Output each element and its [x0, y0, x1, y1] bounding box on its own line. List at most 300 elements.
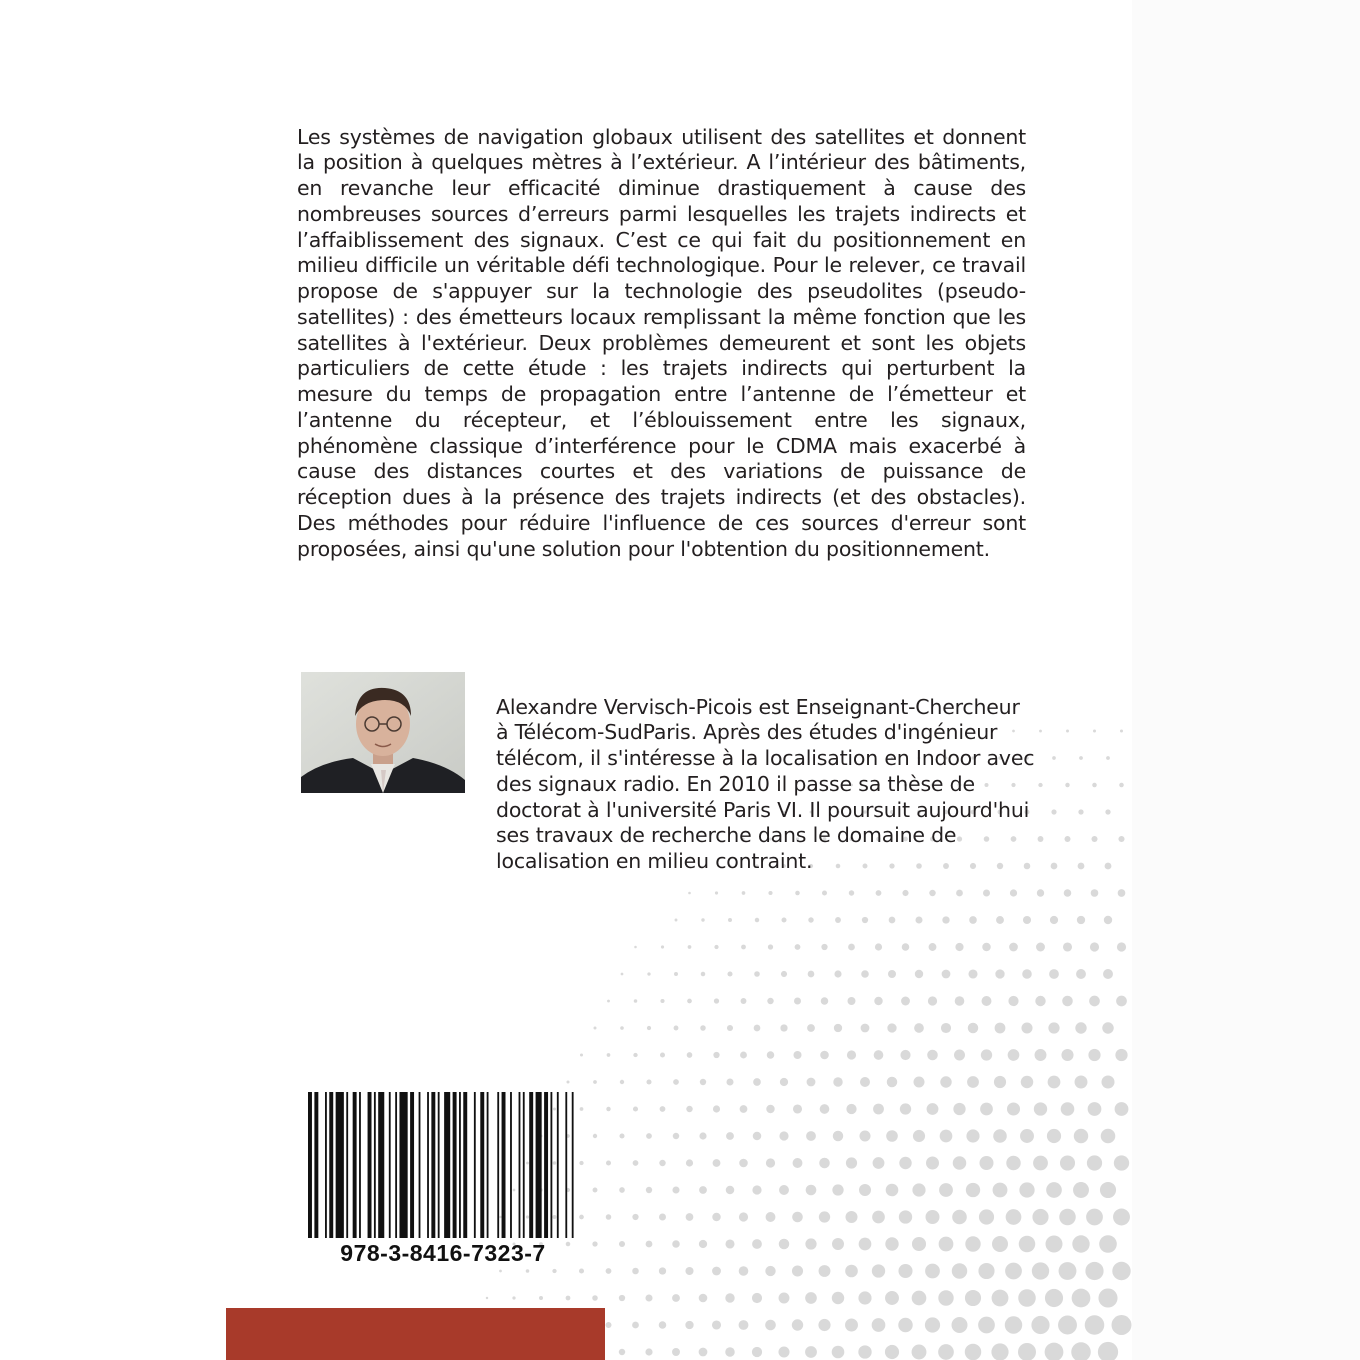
halftone-dot: [781, 971, 787, 977]
halftone-dot: [768, 944, 773, 949]
halftone-dot: [819, 1211, 830, 1222]
halftone-dot: [1115, 1049, 1127, 1061]
halftone-dot: [593, 1188, 598, 1193]
halftone-dot: [1065, 783, 1069, 787]
halftone-dot: [913, 1130, 925, 1142]
halftone-dot: [927, 1050, 938, 1061]
author-bio: Alexandre Vervisch-Picois est Enseignant-Chercheur à Télécom-SudParis. Après des études d'ingénieur télécom, il s'intéresse à la localisation en Indoor avec des signaux radio. En 2010 il passe sa thèse de doctorat à l'université Paris VI. Il poursuit aujourd'hui ses travaux de recherche dans le domaine de localisation en milieu contraint.: [496, 694, 1035, 873]
halftone-dot: [607, 1000, 610, 1003]
halftone-dot: [1074, 1129, 1088, 1143]
halftone-dot: [619, 1241, 625, 1247]
halftone-dot: [646, 1241, 653, 1248]
halftone-dot: [714, 998, 719, 1003]
halftone-dot: [834, 1024, 842, 1032]
halftone-dot: [645, 1348, 652, 1355]
halftone-dot: [701, 918, 704, 921]
halftone-dot: [699, 1348, 708, 1357]
halftone-dot: [593, 1134, 597, 1138]
halftone-dot: [1099, 1235, 1117, 1253]
halftone-dot: [819, 1158, 830, 1169]
halftone-dot: [1051, 809, 1056, 814]
halftone-dot: [807, 1078, 816, 1087]
halftone-dot: [1059, 1209, 1076, 1226]
halftone-dot: [1006, 1209, 1022, 1225]
halftone-dot: [1019, 1236, 1036, 1253]
halftone-dot: [593, 1080, 597, 1084]
halftone-dot: [939, 1183, 953, 1197]
halftone-dot: [1061, 1102, 1075, 1116]
halftone-dot: [579, 1215, 584, 1220]
halftone-dot: [767, 998, 773, 1004]
halftone-dot: [1105, 809, 1110, 814]
halftone-dot: [699, 1294, 708, 1303]
halftone-dot: [779, 1293, 790, 1304]
halftone-dot: [929, 890, 936, 897]
halftone-dot: [862, 917, 868, 923]
halftone-dot: [715, 891, 718, 894]
halftone-dot: [889, 917, 896, 924]
barcode-bar: [374, 1092, 376, 1238]
halftone-dot: [512, 1296, 515, 1299]
halftone-dot: [1119, 783, 1124, 788]
halftone-dot: [660, 1053, 665, 1058]
halftone-dot: [1085, 1262, 1103, 1280]
barcode-bar: [557, 1092, 559, 1238]
halftone-dot: [952, 1317, 968, 1333]
halftone-dot: [699, 1132, 706, 1139]
halftone-dot: [995, 969, 1004, 978]
halftone-dot: [899, 1157, 911, 1169]
halftone-dot: [806, 1185, 817, 1196]
halftone-dot: [1116, 996, 1127, 1007]
halftone-dot: [1018, 1343, 1036, 1360]
halftone-dot: [886, 1130, 898, 1142]
barcode-bar: [438, 1092, 440, 1238]
halftone-dot: [1018, 1289, 1036, 1307]
halftone-dot: [940, 1076, 951, 1087]
halftone-dot: [1073, 1182, 1089, 1198]
halftone-dot: [873, 1104, 884, 1115]
halftone-dot: [686, 1106, 692, 1112]
halftone-dot: [1045, 1343, 1064, 1360]
halftone-dot: [727, 971, 732, 976]
halftone-dot: [647, 1026, 651, 1030]
halftone-dot: [967, 1076, 979, 1088]
halftone-dot: [726, 1186, 735, 1195]
halftone-dot: [1086, 1209, 1103, 1226]
halftone-dot: [632, 1214, 638, 1220]
halftone-dot: [925, 1264, 940, 1279]
halftone-dot: [915, 970, 923, 978]
halftone-dot: [832, 1238, 844, 1250]
halftone-dot: [902, 943, 910, 951]
halftone-dot: [632, 1268, 639, 1275]
halftone-dot: [900, 1050, 910, 1060]
halftone-dot: [765, 1266, 775, 1276]
halftone-dot: [994, 1076, 1006, 1088]
halftone-dot: [861, 1024, 870, 1033]
halftone-dot: [1093, 730, 1096, 733]
halftone-dot: [795, 944, 801, 950]
halftone-dot: [778, 1346, 789, 1357]
halftone-dot: [832, 1346, 845, 1359]
halftone-dot: [1089, 996, 1100, 1007]
halftone-dot: [955, 943, 963, 951]
halftone-dot: [634, 999, 638, 1003]
halftone-dot: [983, 889, 990, 896]
halftone-dot: [885, 1345, 899, 1359]
halftone-dot: [672, 1240, 680, 1248]
halftone-dot: [982, 996, 992, 1006]
halftone-dot: [1005, 1316, 1022, 1333]
halftone-dot: [848, 944, 855, 951]
halftone-dot: [821, 944, 827, 950]
halftone-dot: [606, 1160, 611, 1165]
halftone-dot: [713, 1052, 719, 1058]
barcode-bar: [399, 1092, 407, 1238]
halftone-dot: [860, 1077, 870, 1087]
halftone-dot: [725, 1293, 734, 1302]
halftone-dot: [606, 1268, 612, 1274]
halftone-dot: [1112, 1315, 1132, 1335]
halftone-dot: [793, 1104, 802, 1113]
halftone-dot: [646, 1133, 652, 1139]
halftone-dot: [861, 970, 869, 978]
halftone-dot: [1036, 943, 1045, 952]
barcode-bar: [431, 1092, 435, 1238]
halftone-dot: [938, 1290, 953, 1305]
halftone-dot: [953, 1156, 967, 1170]
halftone-dot: [633, 1160, 639, 1166]
halftone-dot: [846, 1157, 857, 1168]
halftone-dot: [739, 1266, 749, 1276]
halftone-dot: [914, 1023, 924, 1033]
halftone-dot: [875, 943, 882, 950]
halftone-dot: [685, 1267, 693, 1275]
cover-margin: [1132, 0, 1360, 1360]
isbn-barcode-block: [308, 1090, 578, 1270]
halftone-dot: [818, 1319, 830, 1331]
halftone-dot: [820, 1104, 830, 1114]
halftone-dot: [1038, 783, 1042, 787]
halftone-dot: [779, 1131, 788, 1140]
halftone-dot: [659, 1160, 665, 1166]
halftone-dot: [965, 1236, 980, 1251]
halftone-dot: [1007, 1102, 1020, 1115]
halftone-dot: [1061, 1049, 1073, 1061]
halftone-dot: [982, 943, 990, 951]
barcode-bar: [572, 1092, 574, 1238]
halftone-dot: [1050, 916, 1058, 924]
halftone-dot: [1009, 943, 1018, 952]
halftone-dot: [687, 1052, 693, 1058]
halftone-dot: [1060, 1155, 1075, 1170]
halftone-dot: [646, 1187, 652, 1193]
halftone-dot: [794, 998, 801, 1005]
barcode-bar: [497, 1092, 499, 1238]
barcode-bar: [395, 1092, 397, 1238]
halftone-dot: [929, 943, 937, 951]
halftone-dot: [805, 1346, 817, 1358]
halftone-dot: [499, 1270, 502, 1273]
halftone-dot: [1064, 889, 1072, 897]
halftone-dot: [928, 996, 937, 1005]
halftone-dot: [1010, 889, 1017, 896]
halftone-dot: [925, 1317, 940, 1332]
halftone-dot: [876, 890, 882, 896]
halftone-dot: [819, 1265, 831, 1277]
halftone-dot: [1058, 1316, 1077, 1335]
halftone-dot: [832, 1292, 844, 1304]
halftone-dot: [793, 1051, 801, 1059]
halftone-dot: [675, 919, 678, 922]
halftone-dot: [660, 1106, 666, 1112]
halftone-dot: [912, 1345, 927, 1360]
halftone-dot: [872, 1211, 885, 1224]
halftone-dot: [1062, 996, 1073, 1007]
halftone-dot: [714, 945, 718, 949]
halftone-dot: [659, 1321, 667, 1329]
halftone-dot: [782, 918, 787, 923]
halftone-dot: [1077, 916, 1085, 924]
barcode-bar: [336, 1092, 344, 1238]
barcode-bar: [519, 1092, 521, 1238]
halftone-dot: [927, 1103, 939, 1115]
halftone-dot: [1035, 996, 1045, 1006]
halftone-dot: [873, 1157, 885, 1169]
halftone-dot: [1091, 889, 1099, 897]
halftone-dot: [779, 1185, 789, 1195]
halftone-dot: [1117, 942, 1126, 951]
halftone-dot: [978, 1263, 994, 1279]
halftone-dot: [606, 1214, 612, 1220]
barcode-bar: [444, 1092, 450, 1238]
halftone-dot: [898, 1264, 912, 1278]
halftone-dot: [888, 970, 896, 978]
halftone-dot: [926, 1210, 940, 1224]
halftone-dot: [912, 1183, 925, 1196]
halftone-dot: [621, 973, 624, 976]
halftone-dot: [661, 945, 664, 948]
halftone-dot: [1087, 1155, 1102, 1170]
halftone-dot: [792, 1212, 803, 1223]
halftone-dot: [726, 1078, 733, 1085]
halftone-dot: [754, 971, 760, 977]
halftone-dot: [808, 971, 815, 978]
halftone-dot: [1048, 1076, 1061, 1089]
halftone-dot: [1019, 1182, 1034, 1197]
halftone-dot: [833, 1077, 842, 1086]
halftone-dot: [741, 998, 747, 1004]
halftone-dot: [539, 1296, 543, 1300]
halftone-dot: [1039, 730, 1042, 733]
halftone-dot: [887, 1023, 896, 1032]
barcode-bar: [410, 1092, 414, 1238]
halftone-dot: [858, 1345, 871, 1358]
halftone-dot: [1100, 1182, 1116, 1198]
halftone-dot: [887, 1077, 898, 1088]
halftone-dot: [898, 1318, 912, 1332]
halftone-dot: [1072, 1235, 1089, 1252]
halftone-dot: [700, 1025, 706, 1031]
halftone-dot: [845, 1265, 858, 1278]
halftone-dot: [941, 1023, 951, 1033]
halftone-dot: [1063, 942, 1072, 951]
halftone-dot: [912, 1237, 926, 1251]
barcode-bar: [510, 1092, 512, 1238]
halftone-dot: [874, 997, 882, 1005]
halftone-dot: [979, 1209, 994, 1224]
halftone-dot: [996, 916, 1004, 924]
barcode-bar: [523, 1092, 525, 1238]
halftone-dot: [766, 1158, 775, 1167]
halftone-dot: [606, 1107, 610, 1111]
halftone-dot: [995, 1023, 1006, 1034]
back-cover: [226, 0, 1132, 1360]
halftone-dot: [991, 1343, 1008, 1360]
barcode-bar: [544, 1092, 548, 1238]
halftone-dot: [1038, 836, 1044, 842]
halftone-dot: [993, 1129, 1007, 1143]
halftone-dot: [779, 1239, 790, 1250]
halftone-dot: [847, 1050, 856, 1059]
halftone-dot: [659, 1214, 666, 1221]
halftone-dot: [645, 1294, 652, 1301]
barcode-bar: [389, 1092, 391, 1238]
halftone-dot: [792, 1319, 803, 1330]
halftone-dot: [699, 1240, 707, 1248]
halftone-dot: [1065, 836, 1071, 842]
halftone-dot: [780, 1024, 787, 1031]
halftone-dot: [859, 1238, 872, 1251]
halftone-dot: [965, 1290, 981, 1306]
halftone-dot: [752, 1293, 762, 1303]
halftone-dot: [980, 1156, 994, 1170]
barcode-bar: [378, 1092, 384, 1238]
halftone-dot: [739, 1320, 749, 1330]
halftone-dot: [1005, 1263, 1022, 1280]
halftone-dot: [1072, 1289, 1091, 1308]
halftone-dot: [742, 891, 746, 895]
barcode-bar: [463, 1092, 467, 1238]
halftone-dot: [1035, 1049, 1047, 1061]
barcode-bar: [427, 1092, 429, 1238]
halftone-dot: [900, 1103, 911, 1114]
halftone-dot: [901, 997, 910, 1006]
halftone-dot: [673, 1079, 679, 1085]
halftone-dot: [968, 969, 977, 978]
halftone-dot: [938, 1344, 954, 1360]
halftone-dot: [1006, 1156, 1020, 1170]
barcode-bar: [480, 1092, 484, 1238]
halftone-dot: [1037, 889, 1044, 896]
barcode-bar: [565, 1092, 567, 1238]
halftone-dot: [966, 1183, 980, 1197]
halftone-dot: [821, 997, 829, 1005]
accent-bar: [226, 1308, 605, 1360]
halftone-dot: [1008, 996, 1018, 1006]
halftone-dot: [1048, 1022, 1059, 1033]
halftone-dot: [619, 1349, 625, 1355]
halftone-dot: [700, 1079, 706, 1085]
halftone-dot: [740, 1052, 747, 1059]
barcode: [308, 1092, 576, 1238]
halftone-dot: [952, 1263, 967, 1278]
halftone-dot: [753, 1078, 761, 1086]
halftone-dot: [1103, 969, 1113, 979]
barcode-bar: [329, 1092, 333, 1238]
isbn-number: 978-3-8416-7323-7: [340, 1240, 546, 1266]
halftone-dot: [915, 916, 922, 923]
halftone-dot: [885, 1237, 898, 1250]
halftone-dot: [805, 1238, 816, 1249]
halftone-dot: [685, 1321, 693, 1329]
halftone-dot: [673, 1133, 679, 1139]
halftone-dot: [660, 999, 664, 1003]
halftone-dot: [754, 1025, 761, 1032]
halftone-dot: [619, 1187, 625, 1193]
halftone-dot: [1104, 916, 1112, 924]
halftone-dot: [713, 1159, 721, 1167]
barcode-bar: [314, 1092, 318, 1238]
barcode-bar: [353, 1092, 357, 1238]
halftone-dot: [752, 1347, 762, 1357]
halftone-dot: [942, 970, 951, 979]
halftone-dot: [899, 1210, 912, 1223]
author-photo: [301, 672, 465, 793]
halftone-dot: [712, 1320, 721, 1329]
halftone-dot: [725, 1239, 734, 1248]
halftone-dot: [1031, 1316, 1049, 1334]
halftone-dot: [566, 1296, 571, 1301]
halftone-dot: [765, 1320, 776, 1331]
halftone-dot: [1045, 1289, 1063, 1307]
halftone-dot: [712, 1267, 721, 1276]
halftone-dot: [969, 916, 977, 924]
halftone-dot: [712, 1213, 720, 1221]
barcode-bar: [325, 1092, 327, 1238]
halftone-dot: [580, 1053, 583, 1056]
halftone-dot: [1022, 969, 1032, 979]
halftone-dot: [846, 1104, 856, 1114]
halftone-dot: [688, 945, 692, 949]
halftone-dot: [1090, 942, 1099, 951]
halftone-dot: [968, 1023, 978, 1033]
halftone-dot: [1078, 863, 1085, 870]
halftone-dot: [885, 1291, 899, 1305]
halftone-dot: [886, 1184, 899, 1197]
halftone-dot: [592, 1241, 597, 1246]
halftone-dot: [846, 1211, 858, 1223]
halftone-dot: [872, 1264, 885, 1277]
halftone-dot: [674, 1026, 679, 1031]
halftone-dot: [594, 1027, 597, 1030]
halftone-dot: [579, 1268, 584, 1273]
halftone-dot: [1112, 1262, 1130, 1280]
halftone-dot: [792, 1265, 803, 1276]
halftone-dot: [822, 890, 827, 895]
halftone-dot: [726, 1132, 734, 1140]
halftone-dot: [1071, 1342, 1091, 1360]
halftone-dot: [956, 890, 963, 897]
halftone-dot: [1032, 1262, 1049, 1279]
halftone-dot: [832, 1184, 843, 1195]
halftone-dot: [1046, 1236, 1063, 1253]
halftone-dot: [686, 1213, 694, 1221]
halftone-dot: [766, 1105, 774, 1113]
halftone-dot: [752, 1185, 761, 1194]
halftone-dot: [766, 1212, 776, 1222]
